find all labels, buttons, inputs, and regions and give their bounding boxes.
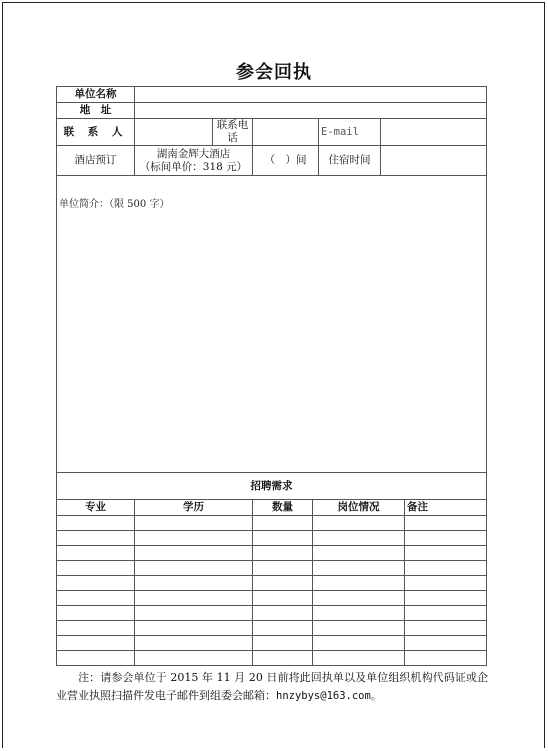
cell-remarks[interactable] <box>405 576 487 591</box>
cell-position[interactable] <box>313 636 405 651</box>
cell-quantity[interactable] <box>253 576 313 591</box>
phone-label <box>213 119 253 146</box>
row-address <box>57 103 487 119</box>
row-unit-name <box>57 87 487 103</box>
cell-remarks[interactable] <box>405 651 487 666</box>
cell-major[interactable] <box>57 591 135 606</box>
cell-position[interactable] <box>313 546 405 561</box>
cell-position[interactable] <box>313 621 405 636</box>
cell-education[interactable] <box>135 546 253 561</box>
cell-quantity[interactable] <box>253 546 313 561</box>
rooms-field[interactable]: （ ）间 <box>253 146 319 176</box>
cell-position[interactable] <box>313 651 405 666</box>
hotel-info <box>135 146 253 176</box>
header-major: 专业 <box>57 500 135 516</box>
header-quantity: 数量 <box>253 500 313 516</box>
hotel-price: （标间单价：318 元） <box>139 160 248 173</box>
table-row <box>57 591 487 606</box>
note-suffix: 。 <box>370 689 382 702</box>
table-row <box>57 531 487 546</box>
cell-remarks[interactable] <box>405 531 487 546</box>
cell-remarks[interactable] <box>405 516 487 531</box>
phone-label-text: 联系电话 <box>216 119 249 144</box>
header-education: 学历 <box>135 500 253 516</box>
email-field[interactable] <box>381 119 487 146</box>
cell-quantity[interactable] <box>253 531 313 546</box>
cell-quantity[interactable] <box>253 636 313 651</box>
table-row <box>57 651 487 666</box>
cell-education[interactable] <box>135 516 253 531</box>
intro-label: 单位简介：（限 500 字） <box>59 199 170 210</box>
cell-remarks[interactable] <box>405 606 487 621</box>
intro-field[interactable] <box>57 176 487 473</box>
table-row <box>57 561 487 576</box>
row-intro <box>57 176 487 473</box>
page-title: 参会回执 <box>236 62 312 83</box>
cell-major[interactable] <box>57 561 135 576</box>
stay-label: 住宿时间 <box>319 146 381 176</box>
cell-major[interactable] <box>57 576 135 591</box>
cell-major[interactable] <box>57 621 135 636</box>
recruit-title: 招聘需求 <box>57 473 487 500</box>
email-label: E-mail <box>319 119 381 146</box>
cell-quantity[interactable] <box>253 561 313 576</box>
address-label: 地 址 <box>57 103 135 119</box>
table-row <box>57 621 487 636</box>
contact-field[interactable] <box>135 119 213 146</box>
cell-remarks[interactable] <box>405 546 487 561</box>
table-row <box>57 576 487 591</box>
cell-position[interactable] <box>313 516 405 531</box>
cell-education[interactable] <box>135 651 253 666</box>
cell-quantity[interactable] <box>253 516 313 531</box>
cell-education[interactable] <box>135 576 253 591</box>
cell-quantity[interactable] <box>253 651 313 666</box>
unit-name-field[interactable] <box>135 87 487 103</box>
cell-remarks[interactable] <box>405 621 487 636</box>
cell-education[interactable] <box>135 636 253 651</box>
address-field[interactable] <box>135 103 487 119</box>
cell-major[interactable] <box>57 651 135 666</box>
note-text: 注：请参会单位于 2015 年 11 月 20 日前将此回执单以及单位组织机构代码证或企业营业执照扫描件发电子邮件到组委会邮箱： <box>56 671 488 702</box>
cell-position[interactable] <box>313 591 405 606</box>
cell-position[interactable] <box>313 606 405 621</box>
note-email[interactable]: hnzybys@163.com <box>276 690 371 702</box>
cell-major[interactable] <box>57 606 135 621</box>
cell-major[interactable] <box>57 636 135 651</box>
cell-education[interactable] <box>135 531 253 546</box>
cell-quantity[interactable] <box>253 606 313 621</box>
hotel-label: 酒店预订 <box>57 146 135 176</box>
header-position: 岗位情况 <box>313 500 405 516</box>
cell-position[interactable] <box>313 561 405 576</box>
recruit-rows <box>57 516 487 666</box>
cell-education[interactable] <box>135 621 253 636</box>
cell-major[interactable] <box>57 531 135 546</box>
table-row <box>57 516 487 531</box>
cell-position[interactable] <box>313 576 405 591</box>
contact-label: 联 系 人 <box>57 119 135 146</box>
cell-quantity[interactable] <box>253 621 313 636</box>
cell-major[interactable] <box>57 516 135 531</box>
cell-remarks[interactable] <box>405 636 487 651</box>
table-row <box>57 546 487 561</box>
cell-education[interactable] <box>135 606 253 621</box>
cell-education[interactable] <box>135 561 253 576</box>
cell-education[interactable] <box>135 591 253 606</box>
footer-note <box>56 669 488 705</box>
phone-field[interactable] <box>253 119 319 146</box>
unit-name-label: 单位名称 <box>57 87 135 103</box>
cell-remarks[interactable] <box>405 591 487 606</box>
cell-position[interactable] <box>313 531 405 546</box>
row-hotel <box>57 146 487 176</box>
table-row <box>57 606 487 621</box>
registration-form-table <box>56 86 487 666</box>
cell-remarks[interactable] <box>405 561 487 576</box>
table-row <box>57 636 487 651</box>
cell-quantity[interactable] <box>253 591 313 606</box>
header-remarks: 备注 <box>405 500 487 516</box>
hotel-name: 湖南金辉大酒店 <box>156 147 231 160</box>
stay-field[interactable] <box>381 146 487 176</box>
row-recruit-title <box>57 473 487 500</box>
recruit-header-row <box>57 500 487 516</box>
cell-major[interactable] <box>57 546 135 561</box>
row-contact <box>57 119 487 146</box>
